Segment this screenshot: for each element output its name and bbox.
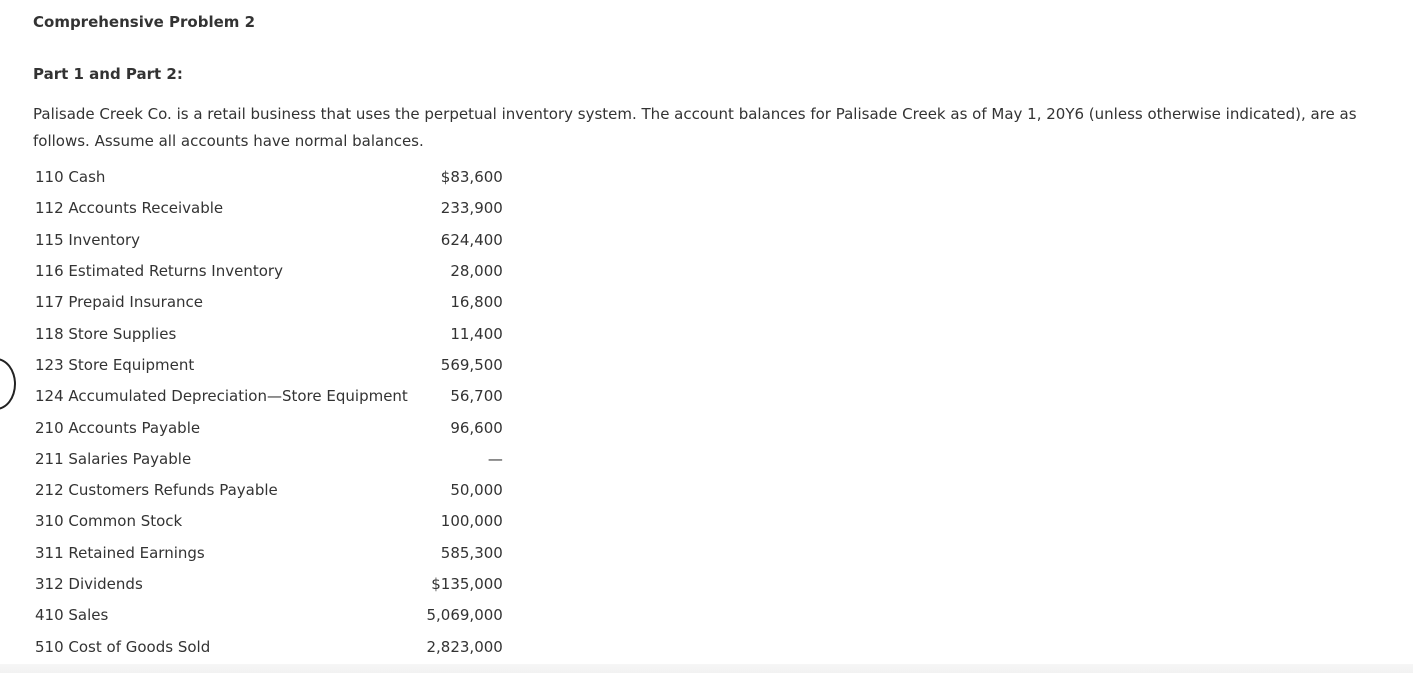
account-amount: 100,000: [440, 512, 503, 531]
account-row: [35, 631, 503, 662]
account-amount: 585,300: [440, 543, 503, 562]
account-name: 312 Dividends: [35, 575, 143, 593]
account-name: 110 Cash: [35, 168, 106, 187]
account-amount: $83,600: [440, 168, 503, 187]
account-row: [35, 256, 503, 287]
account-amount: 11,400: [450, 324, 503, 343]
account-row: [35, 506, 503, 537]
account-row: [35, 538, 503, 569]
account-name: 311 Retained Earnings: [35, 543, 205, 562]
account-name: 212 Customers Refunds Payable: [35, 481, 278, 500]
account-row: [35, 225, 503, 256]
account-row: [35, 569, 503, 600]
account-row: [35, 287, 503, 318]
account-name: 211 Salaries Payable: [35, 449, 192, 468]
account-row: [35, 193, 503, 224]
account-name: 310 Common Stock: [35, 512, 183, 531]
account-row: [35, 600, 503, 631]
account-row: [35, 412, 503, 443]
account-name: 116 Estimated Returns Inventory: [35, 262, 283, 281]
account-amount: $135,000: [431, 575, 503, 593]
account-row: [35, 381, 503, 412]
account-row: [35, 475, 503, 506]
problem-title: Comprehensive Problem 2: [33, 13, 256, 31]
account-amount: 28,000: [450, 262, 503, 281]
account-row: [35, 318, 503, 349]
account-name: 117 Prepaid Insurance: [35, 293, 204, 312]
intro-paragraph: Palisade Creek Co. is a retail business that uses the perpetual inventory system. The account balances for Palisade Creek as of May 1, 20Y6 (unless otherwise indicated), are as follows. Assume all accounts have normal balances.: [33, 105, 1357, 150]
account-name: 210 Accounts Payable: [35, 418, 201, 437]
account-row: [35, 444, 503, 475]
account-name: 115 Inventory: [35, 230, 141, 249]
account-amount: 2,823,000: [426, 637, 503, 656]
account-balances-table: [35, 162, 503, 663]
account-amount: 56,700: [450, 387, 503, 406]
account-name: 112 Accounts Receivable: [35, 199, 224, 218]
account-row: [35, 350, 503, 381]
account-amount: 624,400: [440, 230, 503, 249]
account-amount: 16,800: [450, 293, 503, 312]
account-name: 510 Cost of Goods Sold: [35, 637, 211, 656]
account-amount: 5,069,000: [426, 606, 503, 625]
account-amount: 569,500: [440, 355, 503, 374]
account-amount: 233,900: [440, 199, 503, 218]
scroll-fade: [0, 664, 1413, 673]
account-name: 124 Accumulated Depreciation—Store Equipment: [35, 387, 408, 406]
account-amount: 96,600: [450, 418, 503, 437]
account-name: 118 Store Supplies: [35, 324, 177, 343]
account-name: 410 Sales: [35, 606, 109, 625]
account-amount: 50,000: [450, 481, 503, 500]
account-name: 123 Store Equipment: [35, 355, 195, 374]
account-amount: —: [487, 449, 503, 468]
scroll-handle-circle[interactable]: [0, 358, 16, 410]
account-row: [35, 162, 503, 193]
part-heading: Part 1 and Part 2:: [33, 65, 183, 83]
